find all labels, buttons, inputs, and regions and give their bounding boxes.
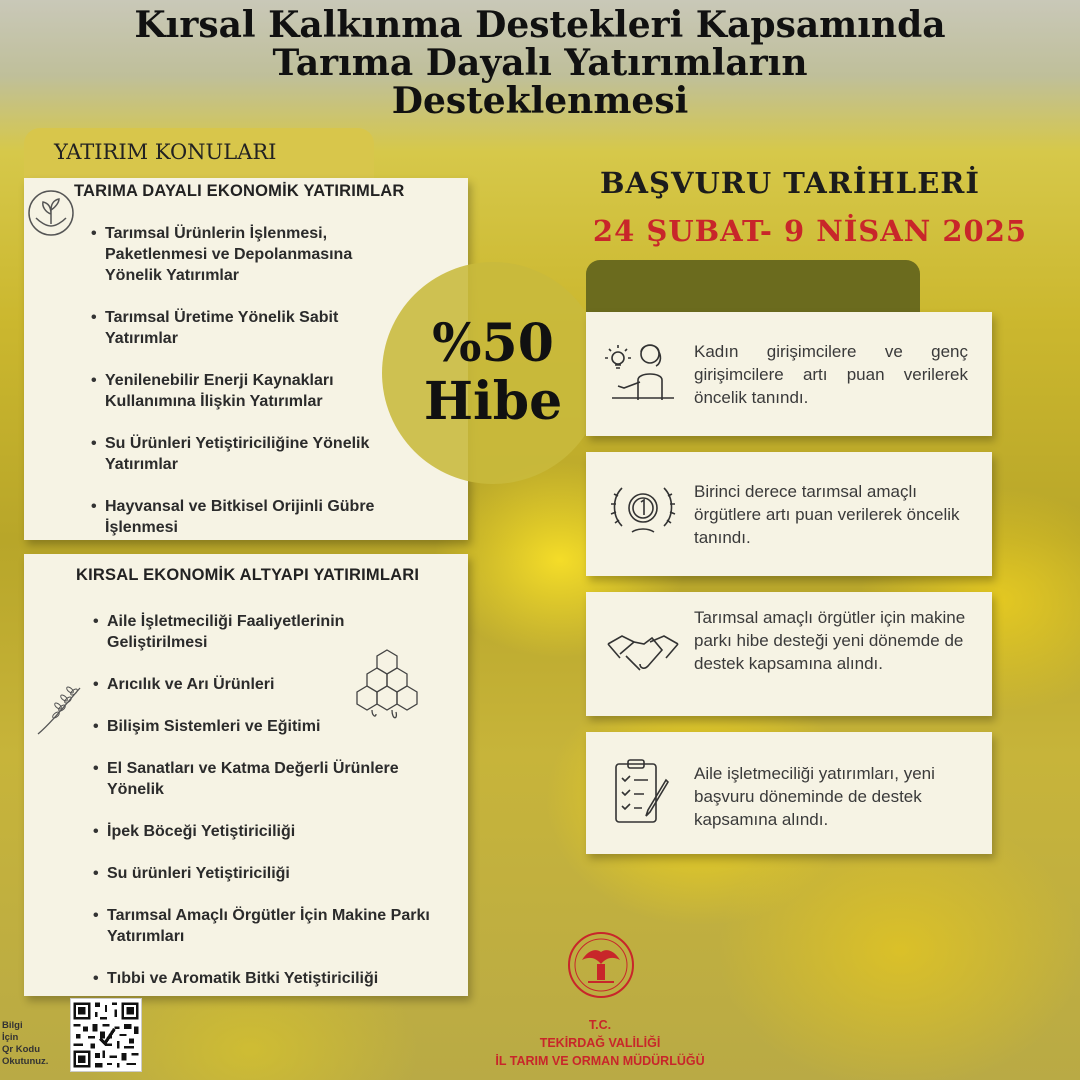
title-line-3: Desteklenmesi [391, 80, 689, 122]
clipboard-checklist-icon [604, 754, 682, 832]
list-item: • İpek Böceği Yetiştiriciliği [107, 821, 447, 842]
title-line-2: Tarıma Dayalı Yatırımların [272, 42, 808, 84]
list-item: • Su Ürünleri Yetiştiriciliğine Yönelik Yatırımlar [105, 433, 395, 475]
list-item: • Hayvansal ve Bitkisel Orijinli Gübre İşlenmesi [105, 496, 395, 538]
list-item: • Arıcılık ve Arı Ürünleri [107, 674, 447, 695]
page-title [0, 6, 1080, 120]
woman-entrepreneur-icon [604, 334, 682, 412]
first-place-medal-icon [604, 474, 682, 552]
info-card [586, 452, 992, 576]
title-line-1: Kırsal Kalkınma Destekleri Kapsamında [134, 4, 946, 46]
lavender-sprig-icon [34, 682, 84, 738]
handshake-icon [604, 614, 682, 692]
qr-label-line: Okutunuz. [2, 1056, 49, 1067]
info-card-text: Kadın girişimcilere ve genç girişimcilere artı puan verilerek öncelik tanındı. [694, 342, 968, 407]
organization-name [460, 1016, 740, 1070]
list-item: • Su ürünleri Yetiştiriciliği [107, 863, 447, 884]
grant-label: Hibe [423, 371, 563, 432]
ministry-seal-icon [566, 930, 636, 1000]
sprout-hands-icon [26, 188, 76, 238]
application-dates-value: 24 ŞUBAT- 9 NİSAN 2025 [592, 214, 1028, 248]
qr-label-line: Qr Kodu [2, 1044, 40, 1055]
info-card [586, 312, 992, 436]
list-item: • Tıbbi ve Aromatik Bitki Yetiştiriciliği [107, 968, 447, 989]
qr-label [2, 1020, 62, 1068]
list-item: • Bilişim Sistemleri ve Eğitimi [107, 716, 447, 737]
info-card-text: Tarımsal amaçlı örgütler için makine parkı hibe desteği yeni dönemde de destek kapsamına alındı. [694, 608, 966, 673]
org-line-2: TEKİRDAĞ VALİLİĞİ [539, 1036, 661, 1050]
rural-infrastructure-heading: KIRSAL EKONOMİK ALTYAPI YATIRIMLARI [76, 566, 420, 584]
list-item: • Aile İşletmeciliği Faaliyetlerinin Geliştirilmesi [107, 611, 447, 653]
list-item: • Yenilenebilir Enerji Kaynakları Kullanımına İlişkin Yatırımlar [105, 370, 395, 412]
economic-investments-heading: TARIMA DAYALI EKONOMİK YATIRIMLAR [74, 182, 405, 200]
honeycomb-icon [352, 648, 422, 724]
org-line-3: İL TARIM VE ORMAN MÜDÜRLÜĞÜ [495, 1054, 705, 1068]
qr-label-line: İçin [2, 1032, 19, 1043]
rural-infrastructure-list [24, 585, 468, 989]
grant-percent: %50 [432, 313, 554, 374]
info-card [586, 592, 992, 716]
list-item: • El Sanatları ve Katma Değerli Ürünlere Yönelik [107, 758, 447, 800]
qr-label-line: Bilgi [2, 1020, 23, 1031]
info-card-text: Aile işletmeciliği yatırımları, yeni başvuru döneminde de destek kapsamına alındı. [694, 764, 935, 829]
org-line-1: T.C. [588, 1018, 612, 1032]
list-item: • Tarımsal Ürünlerin İşlenmesi, Paketlenmesi ve Depolanmasına Yönelik Yatırımlar [105, 223, 395, 286]
grant-badge [382, 262, 604, 484]
list-item: • Tarımsal Amaçlı Örgütler İçin Makine Parkı Yatırımları [107, 905, 447, 947]
application-dates-title: BAŞVURU TARİHLERİ [600, 166, 980, 200]
olive-header-block [586, 260, 920, 320]
topics-tab: YATIRIM KONULARI [24, 128, 374, 178]
rural-infrastructure-panel [24, 554, 468, 996]
qr-code[interactable] [70, 998, 142, 1072]
list-item: • Tarımsal Üretime Yönelik Sabit Yatırımlar [105, 307, 395, 349]
info-card [586, 732, 992, 854]
info-card-text: Birinci derece tarımsal amaçlı örgütlere artı puan verilerek öncelik tanındı. [694, 482, 960, 547]
